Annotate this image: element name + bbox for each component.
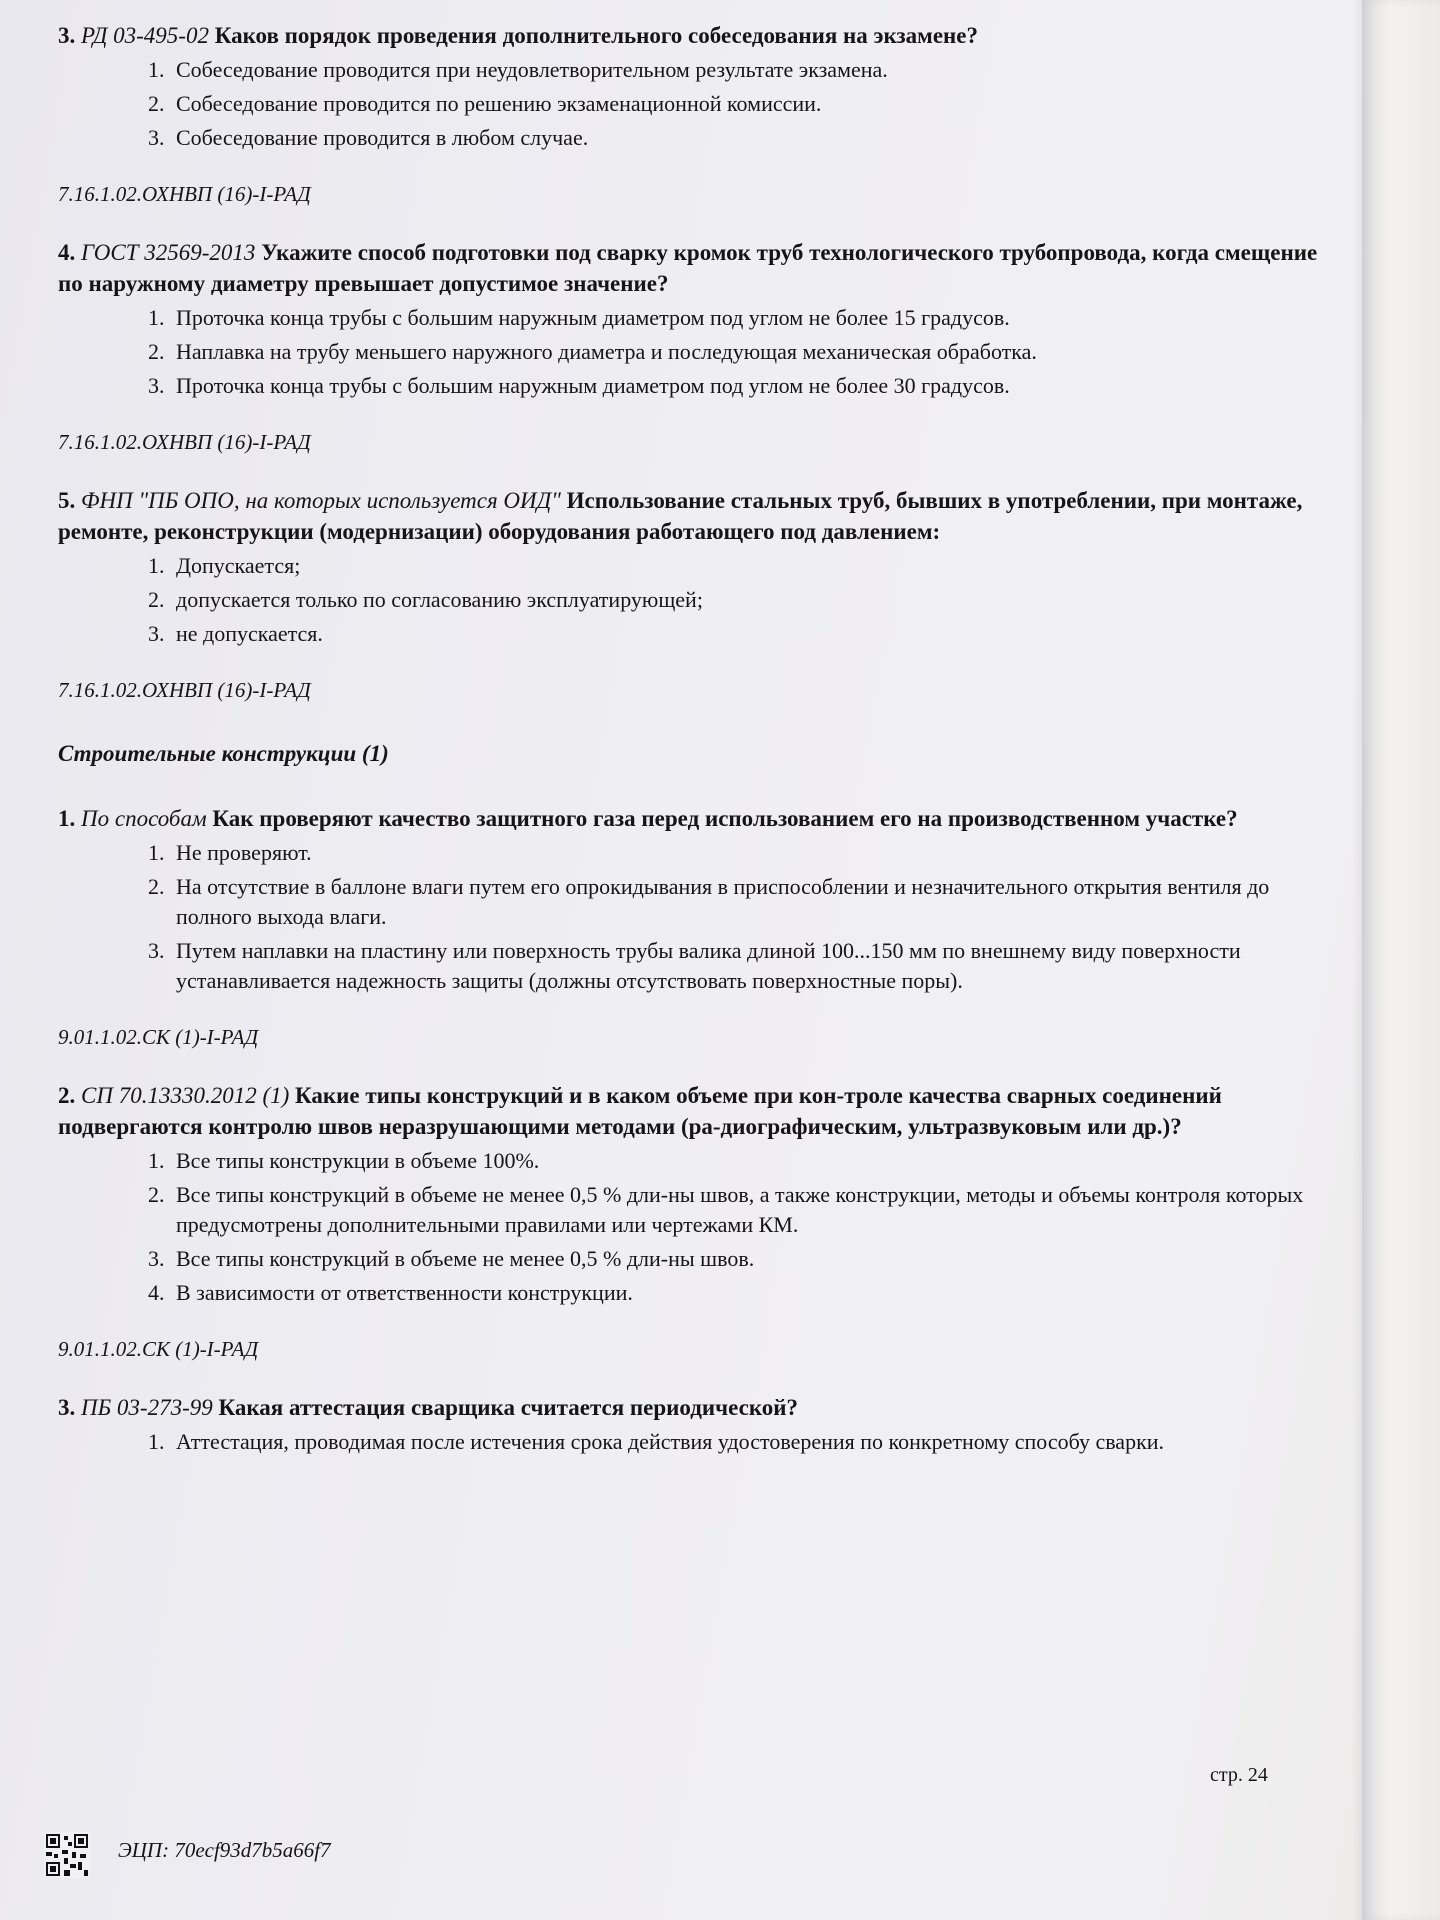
answer-option: 2. Все типы конструкций в объеме не менее 0,5 % дли-ны швов, а также конструкции, методы и объемы контроля которых предусмотрены дополнительными правилами или чертежами КМ. <box>170 1180 1338 1240</box>
question-group-1 <box>58 20 1338 705</box>
question-source: СП 70.13330.2012 (1) <box>81 1083 290 1108</box>
answer-option: 1. Не проверяют. <box>170 838 1338 868</box>
question-text: Укажите способ подготовки под сварку кромок труб технологического трубопровода, когда смещение по наружному диаметру превышает допустимое значение? <box>58 240 1318 296</box>
answer-option: 2. Собеседование проводится по решению экзаменационной комиссии. <box>170 89 1338 119</box>
question-number: 4. <box>58 240 76 265</box>
answer-option: 1. Аттестация, проводимая после истечения срока действия удостоверения по конкретному способу сварки. <box>170 1427 1338 1457</box>
question-code: 9.01.1.02.СК (1)-I-РАД <box>58 1337 259 1361</box>
question-code: 7.16.1.02.ОХНВП (16)-I-РАД <box>58 678 311 702</box>
question-number: 2. <box>58 1083 76 1108</box>
answer-list <box>58 303 1338 401</box>
digital-signature: ЭЦП: 70ecf93d7b5a66f7 <box>118 1838 331 1862</box>
answer-option: 3. Собеседование проводится в любом случае. <box>170 123 1338 153</box>
question-source: ФНП "ПБ ОПО, на которых используется ОИД" <box>81 488 561 513</box>
page-edge <box>1362 0 1440 1920</box>
answer-list <box>58 1146 1338 1308</box>
question-source: РД 03-495-02 <box>81 23 209 48</box>
question-block <box>58 803 1338 1052</box>
answer-list <box>58 1427 1338 1457</box>
answer-option: 4. В зависимости от ответственности конструкции. <box>170 1278 1338 1308</box>
answer-option: 1. Допускается; <box>170 551 1338 581</box>
question-number: 3. <box>58 1395 76 1420</box>
answer-option: 3. Путем наплавки на пластину или поверхность трубы валика длиной 100...150 мм по внешнему виду поверхности устанавливается надежность защиты (должны отсутствовать поверхностные поры). <box>170 936 1338 996</box>
question-title <box>58 485 1338 547</box>
question-title <box>58 803 1338 834</box>
qr-code-icon <box>44 1832 90 1878</box>
question-number: 5. <box>58 488 76 513</box>
question-source: ПБ 03-273-99 <box>81 1395 213 1420</box>
question-title <box>58 237 1338 299</box>
question-text: Каков порядок проведения дополнительного собеседования на экзамене? <box>214 23 978 48</box>
question-block <box>58 485 1338 705</box>
answer-option: 3. не допускается. <box>170 619 1338 649</box>
question-block <box>58 1080 1338 1364</box>
answer-option: 1. Все типы конструкции в объеме 100%. <box>170 1146 1338 1176</box>
question-source: ГОСТ 32569-2013 <box>81 240 256 265</box>
question-number: 1. <box>58 806 76 831</box>
question-block <box>58 20 1338 209</box>
question-title <box>58 1392 1338 1423</box>
answer-list <box>58 551 1338 649</box>
page-number: стр. 24 <box>1210 1764 1268 1786</box>
answer-option: 2. Наплавка на трубу меньшего наружного диаметра и последующая механическая обработка. <box>170 337 1338 367</box>
question-code: 9.01.1.02.СК (1)-I-РАД <box>58 1025 259 1049</box>
answer-option: 2. На отсутствие в баллоне влаги путем его опрокидывания в приспособлении и незначительного открытия вентиля до полного выхода влаги. <box>170 872 1338 932</box>
page-fold-shadow <box>1352 0 1362 1920</box>
question-title <box>58 20 1338 51</box>
answer-option: 1. Проточка конца трубы с большим наружным диаметром под углом не более 15 градусов. <box>170 303 1338 333</box>
question-title <box>58 1080 1338 1142</box>
answer-list <box>58 838 1338 996</box>
question-group-2 <box>58 803 1338 1457</box>
question-block <box>58 1392 1338 1457</box>
question-code: 7.16.1.02.ОХНВП (16)-I-РАД <box>58 182 311 206</box>
document-content <box>58 20 1338 1461</box>
section-title: Строительные конструкции (1) <box>58 741 389 766</box>
answer-option: 2. допускается только по согласованию эксплуатирующей; <box>170 585 1338 615</box>
question-text: Какие типы конструкций и в каком объеме при кон-троле качества сварных соединений подвергаются контролю швов неразрушающими методами (ра-диографическим, ультразвуковым или др.)? <box>58 1083 1222 1139</box>
question-text: Как проверяют качество защитного газа перед использованием его на производственном участке? <box>212 806 1238 831</box>
question-number: 3. <box>58 23 76 48</box>
question-source: По способам <box>81 806 207 831</box>
answer-option: 3. Проточка конца трубы с большим наружным диаметром под углом не более 30 градусов. <box>170 371 1338 401</box>
answer-option: 3. Все типы конструкций в объеме не менее 0,5 % дли-ны швов. <box>170 1244 1338 1274</box>
question-text: Какая аттестация сварщика считается периодической? <box>218 1395 799 1420</box>
answer-option: 1. Собеседование проводится при неудовлетворительном результате экзамена. <box>170 55 1338 85</box>
question-block <box>58 237 1338 457</box>
answer-list <box>58 55 1338 153</box>
question-text: Использование стальных труб, бывших в употреблении, при монтаже, ремонте, реконструкции (модернизации) оборудования работающего под давлением: <box>58 488 1303 544</box>
question-code: 7.16.1.02.ОХНВП (16)-I-РАД <box>58 430 311 454</box>
